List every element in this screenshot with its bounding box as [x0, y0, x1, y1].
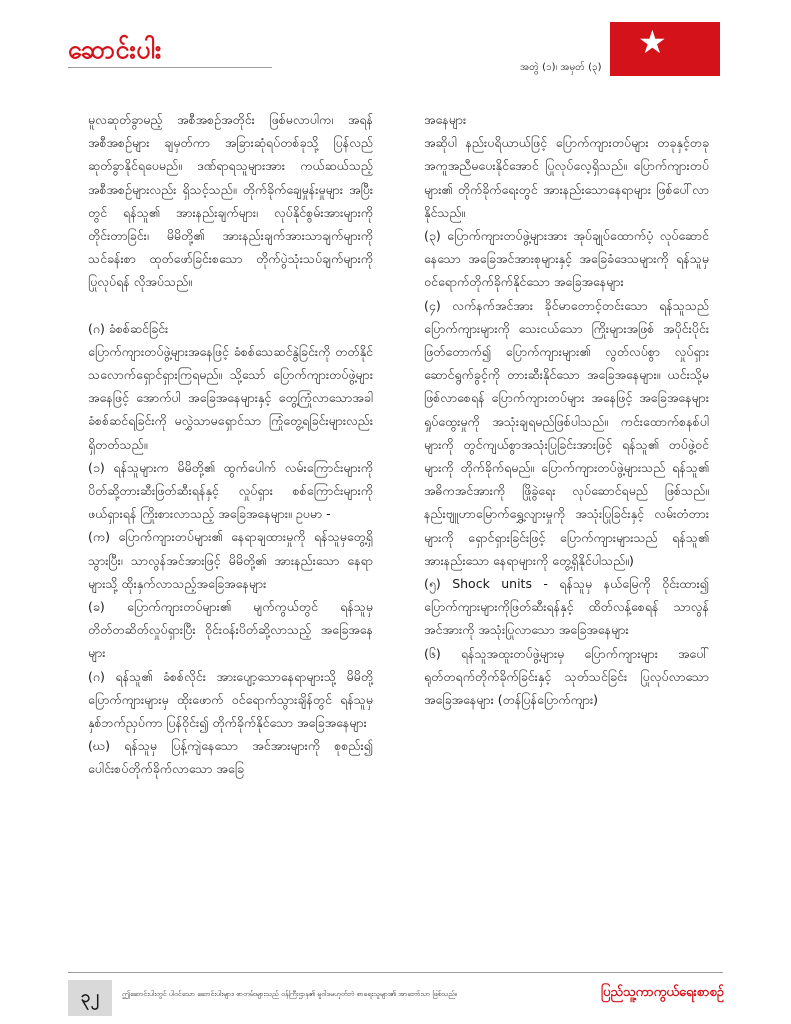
star-icon: ★ [638, 23, 667, 61]
paragraph: (၄) လက်နက်အင်အား ခိုင်မာတောင့်တင်းသော ရန်သူသည် ပြောက်ကျားများကို သေးငယ်သော ကြိုးများအဖြစ် အပိုင်းပိုင်း ဖြတ်တောက်၍ ပြောက်ကျားများ၏ လွတ်လပ်စွာ လှုပ်ရှားဆောင်ရွက်ခွင့်ကို တားဆီးနိုင်သော အခြေအနေများ။ ယင်းသို့မဖြစ်လာစေရန် ပြောက်ကျားတပ်များ အနေဖြင့် အခြေအနေများ ရှုပ်ထွေးမှုကို အသုံးချရမည်ဖြစ်ပါသည်။ ကင်းထောက်စနစ်ပါများကို တွင်ကျယ်စွာအသုံးပြုခြင်းအားဖြင့် ရန်သူ၏ တပ်ဖွဲ့ဝင်များကို တိုက်ခိုက်ရမည်။ ပြောက်ကျားတပ်ဖွဲ့များသည် ရန်သူ၏ အဓိကအင်အားကို ဖြိုခွဲရေး လုပ်ဆောင်ရမည် ဖြစ်သည်။ နည်းဗျူဟာမြောက်ရွှေ့လျားမှုကို အသုံးပြုခြင်းနှင့် လမ်းတံတားများကို ရှောင်ရှားခြင်းဖြင့် ပြောက်ကျားများသည် ရန်သူ၏ အားနည်းသော နေရာများကို တွေ့ရှိနိုင်ပါသည်။) [424, 297, 709, 568]
section-heading: (ဂ) ခံစစ်ဆင်ခြင်း [88, 320, 169, 336]
paragraph: အဆိုပါ နည်းပရိယာယ်ဖြင့် ပြောက်ကျားတပ်များ တခုနှင့်တခု အကူအညီမပေးနိုင်အောင် ပြုလုပ်လေ့ရှိသည်။ ပြောက်ကျားတပ်များ၏ တိုက်ခိုက်ရေးတွင် အားနည်းသောနေရာများ ဖြစ်ပေါ်လာနိုင်သည်။ [424, 135, 709, 220]
paragraph: (၅) Shock units - ရန်သူမှ နယ်မြေကို ဝိုင်းထား၍ ပြောက်ကျားများကိုဖြတ်ဆီးရန်နှင့် ထိတ်လန့်စေရန် သာလွန်အင်အားကို အသုံးပြုလာသော အခြေအနေများ [424, 576, 709, 638]
page-number: ၃၂ [68, 980, 112, 1016]
paragraph: (၃) ပြောက်ကျားတပ်ဖွဲ့များအား အုပ်ချုပ်ထောက်ပံ့ လုပ်ဆောင်နေသော အခြေအင်အားစုများနှင့် အခြေခံဒေသများကို ရန်သူမှ ဝင်ရောက်တိုက်ခိုက်နိုင်သော အခြေအနေများ [424, 228, 709, 290]
left-column [88, 108, 373, 781]
masthead-title: ဆောင်းပါး [68, 35, 162, 64]
paragraph: အနေများ [424, 112, 467, 127]
flag-logo [610, 22, 720, 76]
paragraph: မူလဆုတ်ခွာမည့် အစီအစဉ်အတိုင်း ဖြစ်မလာပါက၊ အရန်အစီအစဉ်များ ချမှတ်ကာ အခြားဆုံရပ်တစ်ခုသို့ ပြန်လည်ဆုတ်ခွာနိုင်ရပေမည်။ ဒဏ်ရာရသူများအား ကယ်ဆယ်သည့် အစီအစဉ်များလည်း ရှိသင့်သည်။ တိုက်ခိုက်ချေမှုန်းမှုများ အပြီးတွင် ရန်သူ၏ အားနည်းချက်များ၊ လုပ်နိုင်စွမ်းအားများကို တိုင်းတာခြင်း၊ မိမိတို့၏ အားနည်းချက်အားသာချက်များကို သင်ခန်းစာ ထုတ်ဖော်ခြင်းစသော တိုက်ပွဲသုံးသပ်ချက်များကို ပြုလုပ်ရန် လိုအပ်သည်။ [88, 112, 373, 290]
paragraph: (ဃ) ရန်သူမှ ပြန့်ကျဲနေသော အင်အားများကို စုစည်း၍ ပေါင်းစပ်တိုက်ခိုက်လာသော အခြေ [88, 738, 373, 777]
paragraph: (ခ) ပြောက်ကျားတပ်များ၏ မျက်ကွယ်တွင် ရန်သူမှ တိတ်တဆိတ်လှုပ်ရှားပြီး ဝိုင်းဝန်းပိတ်ဆို့လာသည့် အခြေအနေများ [88, 599, 373, 661]
header-divider [68, 67, 272, 68]
paragraph: (ဂ) ရန်သူ၏ ခံစစ်လိုင်း အားပျော့သောနေရာများသို့ မိမိတို့ပြောက်ကျားများမှ ထိုးဖောက် ဝင်ရောက်သွားချိန်တွင် ရန်သူမှ နှစ်ဘက်ညှပ်ကာ ပြန်ဝိုင်း၍ တိုက်ခိုက်နိုင်သော အခြေအနေများ [88, 668, 373, 731]
paragraph: (၆) ရန်သူအထူးတပ်ဖွဲ့များမှ ပြောက်ကျားများ အပေါ် ရုတ်တရက်တိုက်ခိုက်ခြင်းနှင့် သုတ်သင်ခြင်း ပြုလုပ်လာသော အခြေအနေများ (တန်ပြန်ပြောက်ကျား) [424, 645, 709, 708]
footer-brand: ပြည်သူ့ကာကွယ်ရေးစာစဉ် [600, 985, 724, 1000]
footer-divider [68, 972, 723, 973]
paragraph: (၁) ရန်သူများက မိမိတို့၏ ထွက်ပေါက် လမ်းကြောင်းများကို ပိတ်ဆို့တားဆီးဖြတ်ဆီးရန်နှင့် လှုပ်ရှား စစ်ကြောင်းများကို ဖယ်ရှားရန် ကြိုးစားလာသည့် အခြေအနေများ။ ဥပမာ - [88, 459, 373, 522]
paragraph: (က) ပြောက်ကျားတပ်များ၏ နေရာချထားမှုကို ရန်သူမှတွေ့ရှိသွားပြီး၊ သာလွန်အင်အားဖြင့် မိမိတို့၏ အားနည်းသော နေရာများသို့ ထိုးနှက်လာသည့်အခြေအနေများ [88, 529, 373, 591]
paragraph: ပြောက်ကျားတပ်ဖွဲ့များအနေဖြင့် ခံစစ်သေဆင်နွဲခြင်းကို တတ်နိုင်သလောက်ရှောင်ရှားကြရမည်။ သို့သော် ပြောက်ကျားတပ်ဖွဲ့များအနေဖြင့် အောက်ပါ အခြေအနေများနှင့် တွေ့ကြုံလာသောအခါ ခံစစ်ဆင်ရခြင်းကို မလွှဲသာမရှောင်သာ ကြုံတွေ့ရခြင်းများလည်း ရှိတတ်သည်။ [88, 343, 373, 452]
right-column [424, 108, 709, 711]
footer-disclaimer: ဤဆောင်းပါးတွင် ပါဝင်သော ဆောင်းပါးများ၊ စာတမ်းများသည် ဝန်ကြီးဌာန၏ မူဝါဒမဟုတ်ဘဲ စာရေးသူများ၏ အာဘော်သာ ဖြစ်သည်။ [122, 990, 458, 998]
issue-number: အတွဲ (၁)၊ အမှတ် (၃) [520, 62, 602, 73]
